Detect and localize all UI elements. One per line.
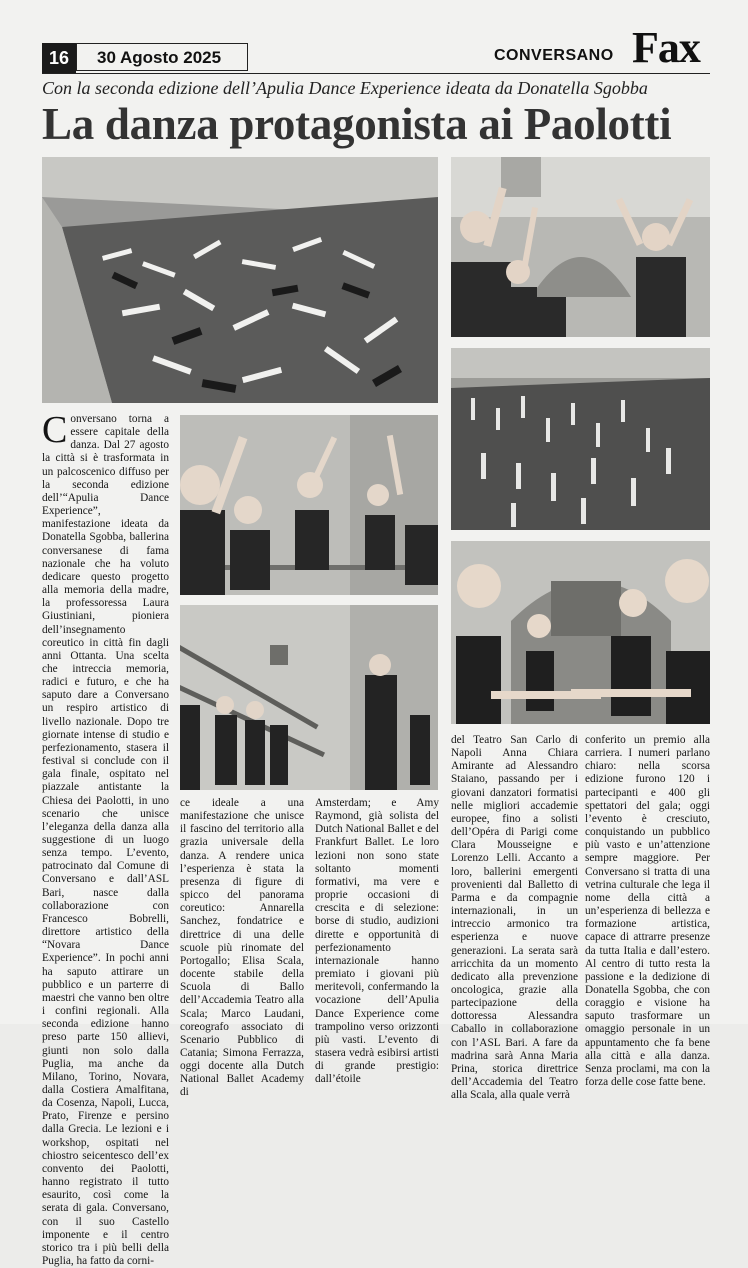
page-number: 16 — [42, 43, 76, 73]
photo-cloister-warmup — [451, 348, 710, 530]
article-column-5 — [585, 734, 710, 1089]
column-2-text: ce ideale a una manifestazione che unisce il fascino del territorio alla grazia universale della danza. A rendere unica l’esperienza è stata la presenza di figure di spicco del panorama coreutico: Annarella Sanchez, fondatrice e direttrice di una delle scuole più rinomate del Portogallo; Elisa Scala, docente stabile della Scuola di Ballo dell’Accademia Teatro alla Scala; Marco Laudani, coreografo associato di Scenario Pubblico di Catania; Simona Ferrazza, oggi docente alla Dutch National Ballet Academy di — [180, 797, 304, 1099]
photo-teacher-in-courtyard — [180, 605, 438, 790]
column-5-text: conferito un premio alla carriera. I numeri parlano chiaro: nella scorsa edizione furono 120 i partecipanti e 400 gli spettatori del gala; oggi l’evento è cresciuto, conquistando un pubblico più vasto e un’attenzione sempre maggiore. Per Conversano si tratta di una vetrina culturale che lega il nome della città a un’esperienza di bellezza e formazione artistica, capace di attrarre presenze da tutta Italia e dall’estero. Al centro di tutto resta la passione e la dedizione di Donatella Sgobba, che con coraggio e visione ha saputo trasformare un omaggio personale in un appuntamento che fa bene alla città e alla danza. Senza proclami, ma con la forza delle cose fatte bene. — [585, 734, 710, 1089]
photo-dancers-holding-hands — [451, 541, 710, 724]
column-1-text: onversano torna a essere capitale della danza. Dal 27 agosto la città si è trasformata in un palcoscenico diffuso per la seconda edizione dell’“Apulia Dance Experience”, manifestazione ideata da Donatella Sgobba, ballerina conversanese di fama nazionale che ha voluto dedicare questo progetto alla memoria della madre, la professoressa Laura Giustiniani, pioniera dell’insegnamento coreutico in città fin dagli anni Ottanta. Una scelta che intreccia memoria, radici e futuro, e che ha saputo dare a Conversano un respiro artistico di livello nazionale. Dopo tre giornate intense di studio e perfezionamento, stasera il festival si conclude con il gala finale, ospitato nel piazzale antistante la Chiesa dei Paolotti, in uno scenario che unisce l’eleganza della danza alla suggestione di un luogo senza tempo. L’evento, patrocinato dal Comune di Conversano e dall’ASL Bari, nasce dalla collaborazione con Francesco Bobrelli, direttore artistico della “Novara Dance Experience”. In pochi anni ha saputo attirare un pubblico e un parterre di maestri che vanno ben oltre i confini regionali. Alla seconda edizione hanno preso parte 150 allievi, giunti non solo dalla Puglia, ma anche da Milano, Torino, Novara, dalla Costiera Amalfitana, da Cosenza, Napoli, Lucca, Prato, Firenze e persino dalla Grecia. Le lezioni e i workshop, ospitati nel chiostro seicentesco dell’ex convento dei Paolotti, hanno registrato il tutto esaurito, così come la serata di gala. Conversano, con il suo Castello imponente e il centro storico tra i più belli della Puglia, ha fatto da corni- — [42, 413, 169, 1267]
section-label: CONVERSANO — [494, 47, 614, 64]
column-4-text: del Teatro San Carlo di Napoli Anna Chiara Amirante ad Alessandro Staiano, passando per i giovani danzatori formatisi nelle migliori accademie europee, fino a solisti dell’Opéra di Parigi come Clara Mousseigne e Lorenzo Lelli. Accanto a loro, ballerini emergenti provenienti dal Balletto di Parma e da compagnie internazionali, in un intreccio armonico tra esperienza e nuove generazioni. La serata sarà arricchita da un momento dedicato alla prevenzione oncologica, grazie alla partecipazione della dottoressa Alessandra Caballo in collaborazione con l’ASL Bari. A fare da madrina sarà Anna Maria Prina, storica direttrice dell’Accademia del Teatro alla Scala, alla quale verrà — [451, 734, 578, 1102]
article-title: La danza protagonista ai Paolotti — [42, 99, 672, 149]
photo-barre-class — [180, 415, 438, 595]
article-column-3 — [315, 797, 439, 1086]
article-column-2 — [180, 797, 304, 1100]
article-kicker: Con la seconda edizione dell’Apulia Dance Experience ideata da Donatella Sgobba — [42, 78, 648, 98]
issue-date: 30 Agosto 2025 — [76, 43, 248, 71]
article-column-1 — [42, 409, 169, 1268]
column-3-text: Amsterdam; e Amy Raymond, già solista del Dutch National Ballet e del Frankfurt Ballet. Le loro lezioni non sono state soltanto momenti formativi, ma vere e proprie occasioni di crescita e di selezione: borse di studio, audizioni dirette e opportunità di perfezionamento internazionale hanno premiato i giovani più meritevoli, confermando la vocazione dell’Apulia Dance Experience come trampolino verso orizzonti più vasti. L’evento di stasera vedrà esibirsi artisti di grande prestigio: dall’étoile — [315, 797, 439, 1086]
drop-cap: C — [42, 409, 68, 451]
masthead-logo: Fax — [632, 23, 700, 72]
article-column-4 — [451, 734, 578, 1102]
photo-dancers-arms-raised — [451, 157, 710, 337]
photo-dancers-lying-on-floor — [42, 157, 438, 403]
header-rule — [42, 73, 710, 74]
